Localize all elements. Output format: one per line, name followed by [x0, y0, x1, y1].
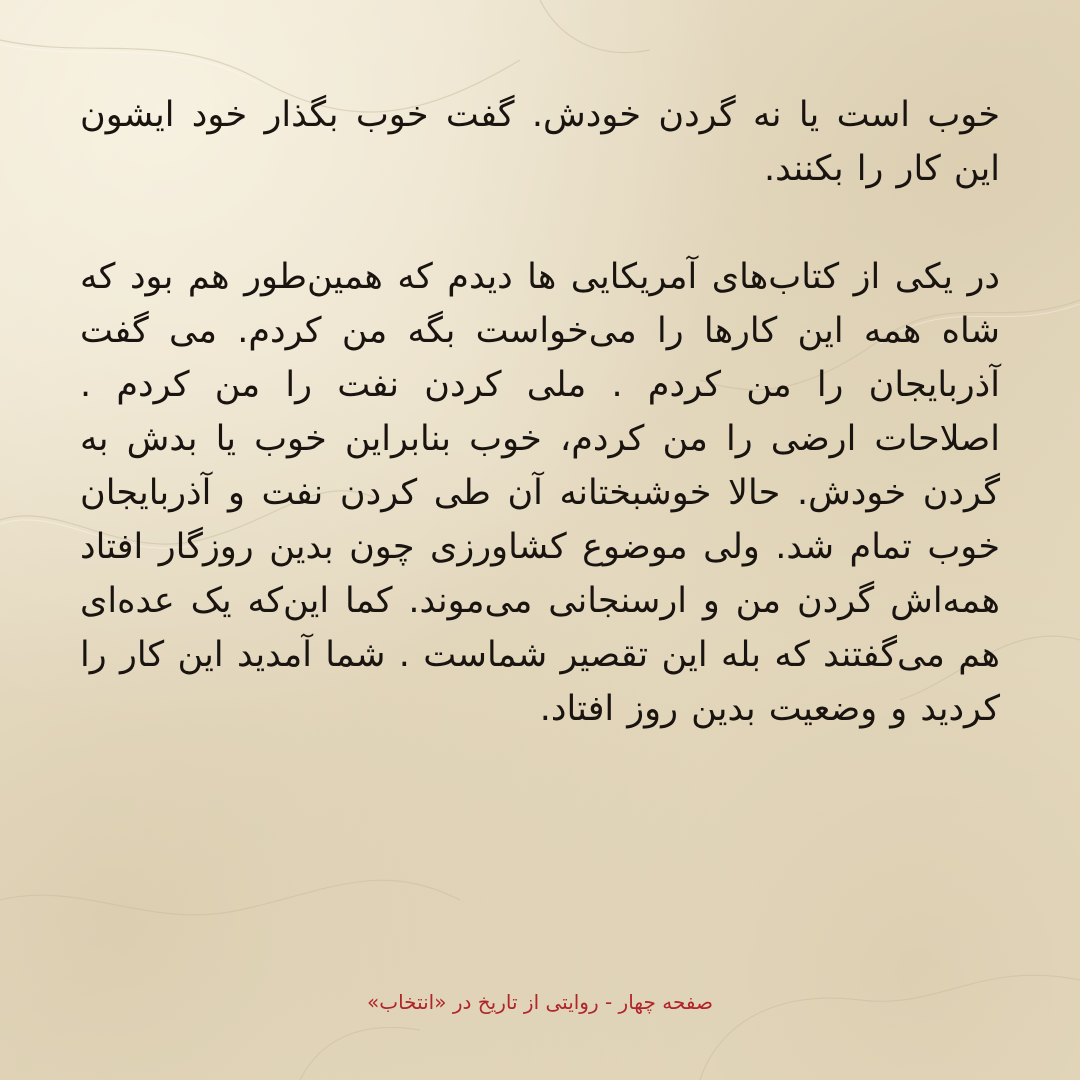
paragraph-2: در یکی از کتاب‌های آمریکایی ها دیدم که همین‌طور هم بود که شاه همه این کارها را می‌خواست بگه من کردم. می گفت آذربایجان را من کردم . ملی کردن نفت را من کردم . اصلاحات ارضی را من کردم، خوب بنابراین خوب یا بدش به گردن خودش. حالا خوشبختانه آن طی کردن نفت و آذربایجان خوب تمام شد. ولی موضوع کشاورزی چون بدین روزگار افتاد همه‌اش گردن من و ارسنجانی می‌موند. کما این‌که یک عده‌ای هم می‌گفتند که بله این تقصیر شماست . شما آمدید این کار را کردید و وضعیت بدین روز افتاد. [80, 257, 1000, 729]
footer-caption: صفحه چهار - روایتی از تاریخ در «انتخاب» [367, 990, 713, 1014]
document-body [80, 88, 1000, 736]
paragraph-1: خوب است یا نه گردن خودش. گفت خوب بگذار خود ایشون این کار را بکنند. [80, 95, 1000, 189]
